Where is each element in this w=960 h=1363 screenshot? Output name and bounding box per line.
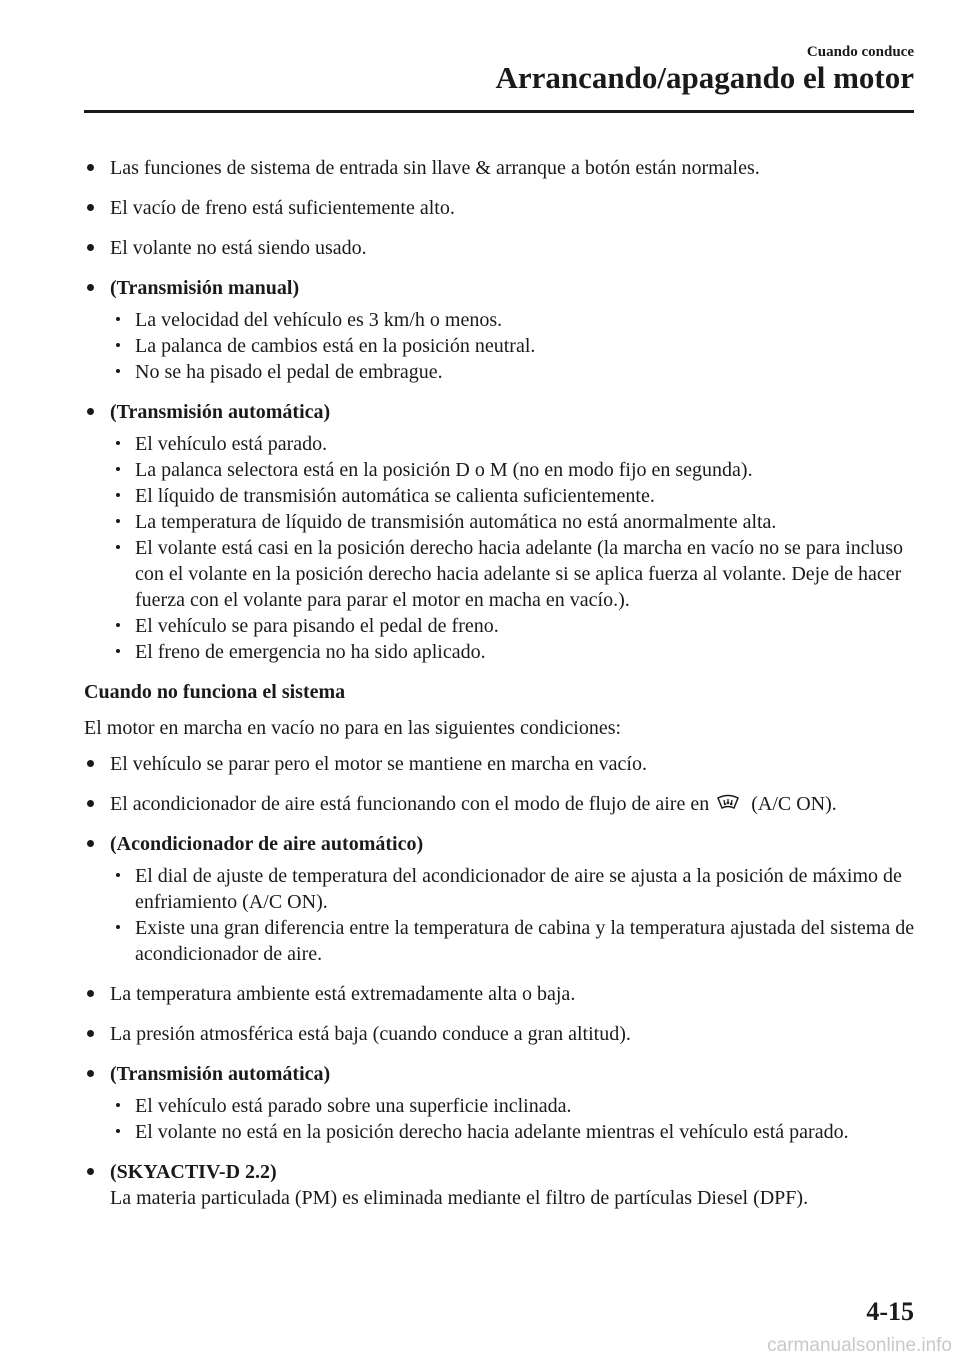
list-item [84,195,916,221]
group-title: (Acondicionador de aire automático) [110,833,424,855]
bullet-icon [87,408,94,415]
page-title: Arrancando/apagando el motor [495,60,914,95]
bullet-icon [87,244,94,251]
list-item [84,235,916,261]
sub-item-text: La palanca de cambios está en la posición neutral. [135,335,536,357]
sub-bullet-icon [116,873,120,877]
list-item-text: El volante no está siendo usado. [110,237,367,259]
section-heading: Cuando no funciona el sistema [84,681,346,703]
sub-list-item [112,509,916,535]
skyactiv-group [84,1159,916,1211]
bullet-icon [87,204,94,211]
bullet-icon [87,990,94,997]
sub-list-item [112,535,916,613]
ac-conditions-list [84,863,916,967]
sub-bullet-icon [116,1129,120,1133]
list-item-text-suffix: (A/C ON). [751,793,837,815]
page-number: 4-15 [866,1297,914,1326]
automatic-transmission-group-2 [84,1061,916,1087]
sub-item-text: La palanca selectora está en la posición D o M (no en modo fijo en segunda). [135,459,753,481]
sub-list-item [112,863,916,915]
sub-bullet-icon [116,369,120,373]
automatic-transmission-group [84,399,916,425]
sub-item-text: No se ha pisado el pedal de embrague. [135,361,443,383]
group-title: (Transmisión manual) [110,277,300,299]
sub-bullet-icon [116,545,120,549]
sub-item-text: La velocidad del vehículo es 3 km/h o menos. [135,309,503,331]
bullet-icon [87,284,94,291]
list-item [84,155,916,181]
list-item-text: Las funciones de sistema de entrada sin llave & arranque a botón están normales. [110,157,760,179]
sub-item-text: El volante no está en la posición derecho hacia adelante mientras el vehículo está parado. [135,1121,849,1143]
sub-bullet-icon [116,441,120,445]
group-text: La materia particulada (PM) es eliminada mediante el filtro de partículas Diesel (DPF). [110,1187,809,1209]
bullet-icon [87,1070,94,1077]
header-rule [84,110,914,113]
sub-list-item [112,483,916,509]
group-title: (SKYACTIV-D 2.2) [110,1161,277,1183]
watermark-logo: carmanualsonline.info [767,1335,952,1356]
bullet-icon [87,1168,94,1175]
automatic-conditions-list [84,431,916,665]
list-item-text: El vehículo se parar pero el motor se mantiene en marcha en vacío. [110,753,647,775]
list-item [84,1021,916,1047]
page-content [84,155,916,1225]
sub-item-text: El vehículo se para pisando el pedal de freno. [135,615,499,637]
sub-bullet-icon [116,649,120,653]
sub-item-text: El volante está casi en la posición derecho hacia adelante (la marcha en vacío no se para incluso con el volante en la posición derecho hacia adelante si se aplica fuerza al volante. Deje de hacer fuerza con el volante para parar el motor en macha en vacío.). [135,537,903,611]
section-intro: El motor en marcha en vacío no para en las siguientes condiciones: [84,717,622,739]
list-item-text: La temperatura ambiente está extremadamente alta o baja. [110,983,576,1005]
sub-item-text: El dial de ajuste de temperatura del acondicionador de aire se ajusta a la posición de máximo de enfriamiento (A/C ON). [135,865,902,913]
automatic-ac-group [84,831,916,857]
header-section-label: Cuando conduce [806,44,914,60]
list-item [84,791,916,817]
sub-bullet-icon [116,1103,120,1107]
sub-item-text: La temperatura de líquido de transmisión automática no está anormalmente alta. [135,511,777,533]
sub-list-item [112,915,916,967]
sub-list-item [112,359,916,385]
sub-list-item [112,1093,916,1119]
sub-list-item [112,333,916,359]
sub-bullet-icon [116,467,120,471]
manual-transmission-group [84,275,916,301]
bullet-icon [87,760,94,767]
bullet-icon [87,800,94,807]
sub-list-item [112,1119,916,1145]
sub-list-item [112,431,916,457]
sub-item-text: El líquido de transmisión automática se calienta suficientemente. [135,485,655,507]
list-item [84,751,916,777]
sub-list-item [112,639,916,665]
sub-bullet-icon [116,925,120,929]
sub-item-text: El vehículo está parado sobre una superficie inclinada. [135,1095,572,1117]
bullet-icon [87,1030,94,1037]
list-item-text: El vacío de freno está suficientemente alto. [110,197,455,219]
sub-list-item [112,613,916,639]
sub-item-text: El vehículo está parado. [135,433,328,455]
sub-list-item [112,457,916,483]
list-item-text: El acondicionador de aire está funcionando con el modo de flujo de aire en [110,793,710,815]
sub-bullet-icon [116,493,120,497]
manual-conditions-list [84,307,916,385]
sub-bullet-icon [116,343,120,347]
sub-list-item [112,307,916,333]
sub-bullet-icon [116,519,120,523]
list-item-text: La presión atmosférica está baja (cuando conduce a gran altitud). [110,1023,631,1045]
automatic-conditions-list-2 [84,1093,916,1145]
sub-item-text: El freno de emergencia no ha sido aplicado. [135,641,486,663]
group-title: (Transmisión automática) [110,401,331,423]
bullet-icon [87,164,94,171]
sub-bullet-icon [116,623,120,627]
windshield-defrost-icon [716,793,740,813]
list-item [84,981,916,1007]
bullet-icon [87,840,94,847]
group-title: (Transmisión automática) [110,1063,331,1085]
sub-bullet-icon [116,317,120,321]
sub-item-text: Existe una gran diferencia entre la temperatura de cabina y la temperatura ajustada del sistema de acondicionador de aire. [135,917,915,965]
